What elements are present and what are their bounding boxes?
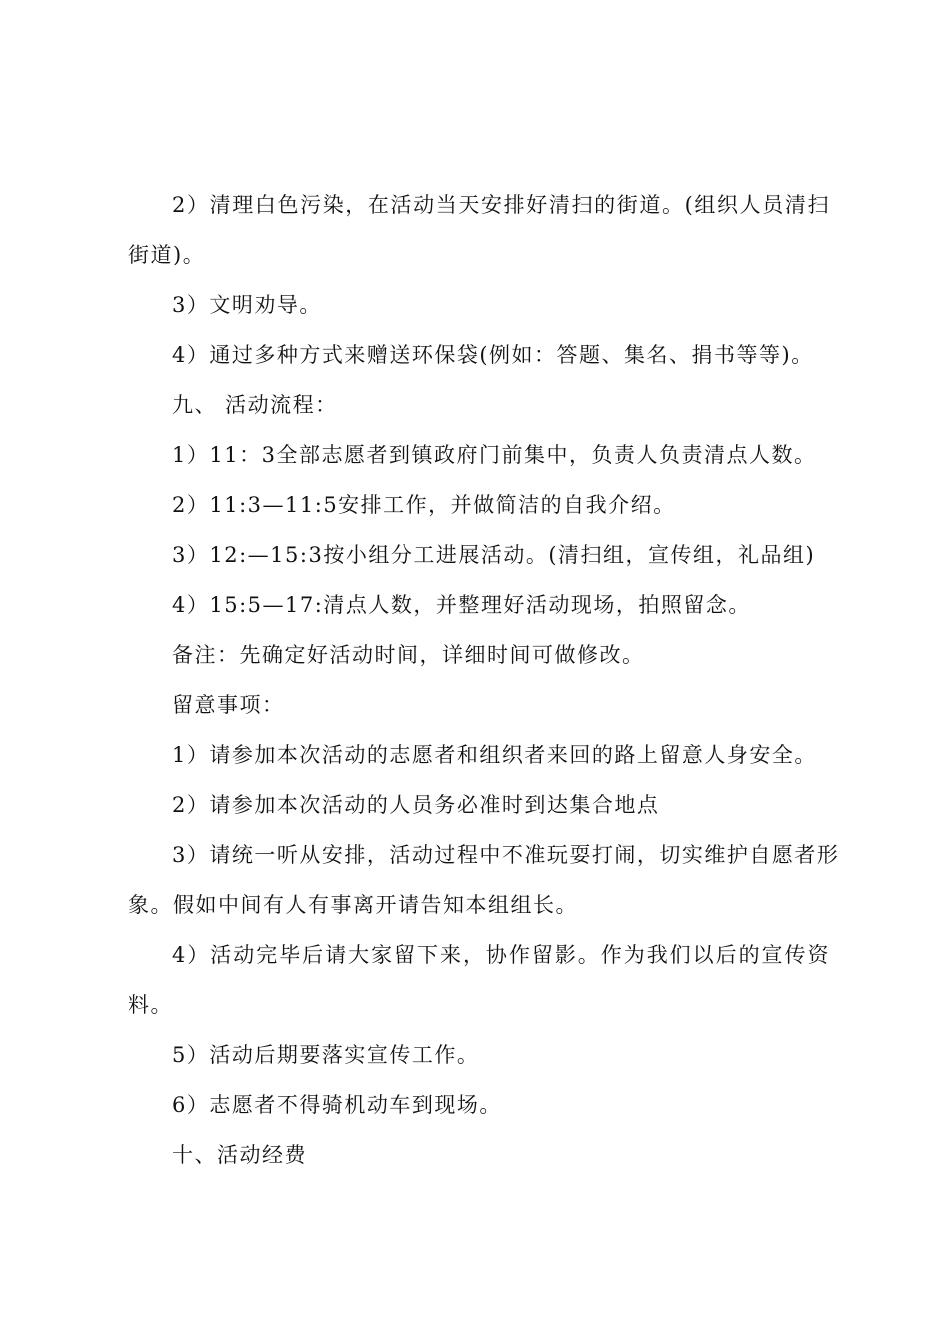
text-line: 5）活动后期要落实宣传工作。 bbox=[172, 1043, 480, 1067]
text-line: 6）志愿者不得骑机动车到现场。 bbox=[172, 1093, 502, 1117]
text-line: 2）11:3—11:5安排工作，并做简洁的自我介绍。 bbox=[172, 493, 676, 517]
text-line: 料。 bbox=[128, 993, 173, 1017]
note-line: 备注：先确定好活动时间，详细时间可做修改。 bbox=[172, 643, 645, 667]
section-heading: 九、 活动流程： bbox=[172, 393, 338, 417]
section-heading: 留意事项： bbox=[172, 693, 285, 717]
text-line: 1）请参加本次活动的志愿者和组织者来回的路上留意人身安全。 bbox=[172, 743, 817, 767]
text-line: 街道)。 bbox=[128, 243, 206, 267]
text-line: 象。假如中间有人有事离开请告知本组组长。 bbox=[128, 893, 578, 917]
text-line: 4）活动完毕后请大家留下来，协作留影。作为我们以后的宣传资 bbox=[172, 943, 830, 967]
section-heading: 十、活动经费 bbox=[172, 1143, 307, 1167]
text-line: 2）清理白色污染，在活动当天安排好清扫的街道。(组织人员清扫 bbox=[172, 193, 830, 217]
text-line: 4）通过多种方式来赠送环保袋(例如：答题、集名、捐书等等)。 bbox=[172, 343, 814, 367]
text-line: 1）11：3全部志愿者到镇政府门前集中，负责人负责清点人数。 bbox=[172, 443, 817, 467]
text-line: 3）请统一听从安排，活动过程中不准玩耍打闹，切实维护自愿者形 bbox=[172, 843, 840, 867]
text-line: 3）文明劝导。 bbox=[172, 293, 322, 317]
text-line: 2）请参加本次活动的人员务必准时到达集合地点 bbox=[172, 793, 660, 817]
text-line: 3）12:—15:3按小组分工进展活动。(清扫组，宣传组，礼品组) bbox=[172, 543, 816, 567]
text-line: 4）15:5—17:清点人数，并整理好活动现场，拍照留念。 bbox=[172, 593, 751, 617]
